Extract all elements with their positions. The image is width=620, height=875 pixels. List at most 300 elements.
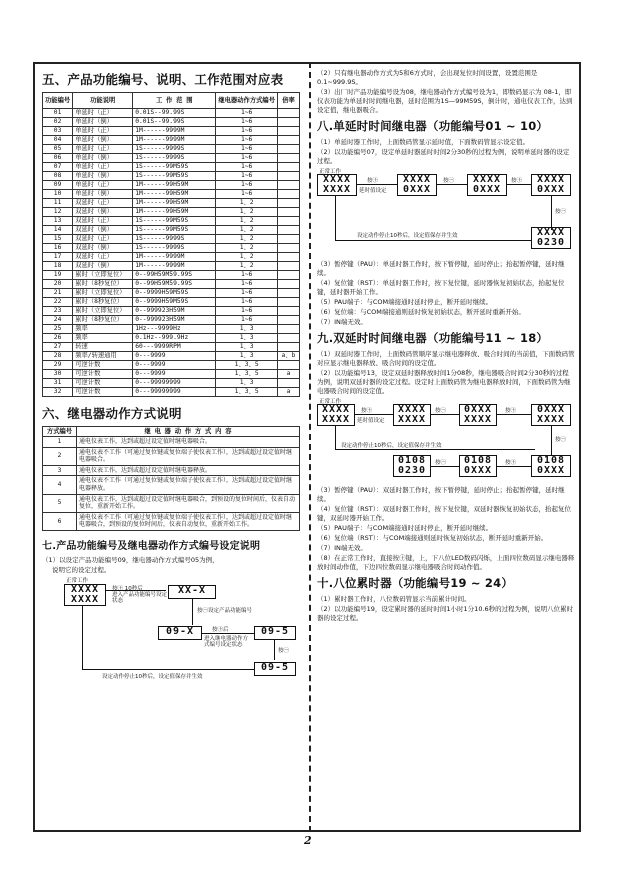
table-cell: 单延时（倒） bbox=[73, 136, 133, 145]
table-cell: 1~6 bbox=[216, 316, 278, 325]
digit: 0XXX bbox=[536, 184, 566, 195]
list-item: （4）复位键（RST）：单延时器工作时，按下复位键，延时器恢复初始状态，抬起复位键，延时器开始工作。 bbox=[317, 279, 565, 296]
table-cell bbox=[278, 280, 300, 289]
table-cell: 1M------9999M bbox=[133, 262, 216, 271]
table-cell: 1~6 bbox=[216, 109, 278, 118]
table-row bbox=[43, 244, 300, 253]
table-cell bbox=[278, 325, 300, 334]
label: 正常工作 bbox=[319, 399, 342, 405]
table-cell: 单延时（正） bbox=[73, 163, 133, 172]
table-cell bbox=[278, 271, 300, 280]
table-cell: 3 bbox=[43, 465, 77, 476]
page-number: 2 bbox=[304, 834, 312, 847]
label: 延时值设定 bbox=[359, 188, 387, 194]
digit: 0XXX bbox=[463, 465, 493, 476]
s9-items bbox=[317, 350, 575, 396]
col-header: 方式编号 bbox=[43, 427, 77, 437]
table-cell: 1S------99M59S bbox=[133, 163, 216, 172]
para: （2）以功能编号07，设定单延时器延时时间2分30秒的过程为例，说明单延时器的设定过程。 bbox=[317, 148, 570, 165]
table-cell: 0---9999 bbox=[133, 361, 216, 370]
label: 延时值设定 bbox=[357, 418, 385, 424]
s7-para: 说明它的设定过程。 bbox=[52, 565, 111, 574]
connector bbox=[82, 606, 83, 669]
table-cell: 1~6 bbox=[216, 271, 278, 280]
table-cell bbox=[278, 136, 300, 145]
table-row bbox=[43, 109, 300, 118]
table-row bbox=[43, 235, 300, 244]
table-cell bbox=[278, 118, 300, 127]
digit: XXXX bbox=[536, 174, 566, 185]
display-box bbox=[317, 404, 355, 426]
table-row bbox=[43, 154, 300, 163]
table-row bbox=[43, 370, 300, 379]
display-box bbox=[397, 174, 437, 196]
digit: XXXX bbox=[472, 174, 502, 185]
list-item: （1）双延时器工作时，上面数码管顺序显示继电器释放、吸合时间的当前值，下面数码管对应显示继电器释放、吸合时间的设定值。 bbox=[317, 350, 575, 367]
label: 进入产品功能编号设定状态 bbox=[112, 591, 168, 604]
table-cell: 通电仪表不工作（可通过复位键或复位端子使仪表工作），达到或超过设定值时继电器吸合。 bbox=[77, 447, 300, 465]
table-cell bbox=[278, 262, 300, 271]
table-row bbox=[43, 447, 300, 465]
table-cell: 26 bbox=[43, 334, 73, 343]
table-cell bbox=[278, 199, 300, 208]
table-cell: 通电仪表工作，达到或超过设定值时继电器吸合，到预设的复位时间后，仪表自动复位，重新开始工作。 bbox=[77, 494, 300, 512]
digit: XXXX bbox=[322, 174, 352, 185]
table-cell: 累时（8秒复位） bbox=[73, 280, 133, 289]
table-cell bbox=[278, 163, 300, 172]
table-cell: 30 bbox=[43, 370, 73, 379]
digit: XXXX bbox=[536, 227, 566, 238]
table-cell: 1、2 bbox=[216, 262, 278, 271]
right-column bbox=[317, 68, 575, 624]
table-cell: 13 bbox=[43, 217, 73, 226]
list-item: （7）IN端无效。 bbox=[317, 544, 367, 552]
table-cell bbox=[278, 307, 300, 316]
table-row bbox=[43, 145, 300, 154]
table-row bbox=[43, 136, 300, 145]
col-header: 继电器动作方式编号 bbox=[216, 93, 278, 109]
table-cell: 5 bbox=[43, 494, 77, 512]
table-cell: 频率/转速通用 bbox=[73, 352, 133, 361]
table-cell: 1S------9999S bbox=[133, 145, 216, 154]
table-cell: 单延时（倒） bbox=[73, 172, 133, 181]
label: 按㊀ bbox=[555, 209, 567, 215]
table-row bbox=[43, 172, 300, 181]
table-row bbox=[43, 271, 300, 280]
label: 按㊉后 bbox=[212, 626, 229, 633]
table-cell: 1、3 bbox=[216, 334, 278, 343]
table-cell: 17 bbox=[43, 253, 73, 262]
table-cell bbox=[278, 154, 300, 163]
table-cell: 0---99999999 bbox=[133, 379, 216, 388]
table-cell bbox=[278, 361, 300, 370]
table-row bbox=[43, 127, 300, 136]
list-item: （1）累时器工作时，八位数码管显示当前累计时间。 bbox=[317, 595, 471, 603]
table-cell bbox=[278, 181, 300, 190]
table-cell: 0.1Hz--999.9Hz bbox=[133, 334, 216, 343]
table-cell bbox=[278, 109, 300, 118]
table-cell: 单延时（正） bbox=[73, 127, 133, 136]
table-row bbox=[43, 465, 300, 476]
table-cell: 双延时（正） bbox=[73, 253, 133, 262]
label: 进入继电器动作方式编号设定状态 bbox=[204, 635, 249, 648]
table-cell: 双延时（倒） bbox=[73, 262, 133, 271]
table-cell: 转速 bbox=[73, 343, 133, 352]
connector bbox=[335, 240, 531, 241]
digit: XXXX bbox=[321, 414, 351, 425]
section6-title: 六、继电器动作方式说明 bbox=[42, 406, 182, 421]
table-cell: 累时（立即复位） bbox=[73, 271, 133, 280]
table-cell: 双延时（倒） bbox=[73, 208, 133, 217]
table-cell bbox=[278, 172, 300, 181]
digit: 0XXX bbox=[536, 465, 566, 476]
digit: XXXX bbox=[402, 174, 432, 185]
connector bbox=[551, 196, 552, 230]
table-cell: 0.01S--99.99S bbox=[133, 109, 216, 118]
s7-para: （1）以设定产品功能编号09，继电器动作方式编号05为例， bbox=[42, 555, 219, 564]
table-cell: 1、2 bbox=[216, 226, 278, 235]
table-row bbox=[43, 208, 300, 217]
label: 按㊀ bbox=[435, 460, 447, 466]
table-cell: 累时（8秒复位） bbox=[73, 298, 133, 307]
connector bbox=[497, 414, 531, 415]
list-item: （5）PAU端子：与COM端接通时延时停止，断开延时继续。 bbox=[317, 524, 493, 532]
col-header: 功能说明 bbox=[73, 93, 133, 109]
table-cell bbox=[278, 217, 300, 226]
table-row bbox=[43, 307, 300, 316]
table-cell: 双延时（倒） bbox=[73, 244, 133, 253]
display-box bbox=[459, 404, 497, 426]
s8-items bbox=[317, 260, 575, 327]
table-cell: 1~6 bbox=[216, 307, 278, 316]
table-cell: 6 bbox=[43, 512, 77, 530]
table-cell: 双延时（正） bbox=[73, 217, 133, 226]
table-cell: 1~6 bbox=[216, 280, 278, 289]
table-cell: 单延时（倒） bbox=[73, 190, 133, 199]
table-cell: 单延时（倒） bbox=[73, 118, 133, 127]
label: 按㊉ bbox=[505, 460, 517, 466]
connector bbox=[82, 669, 254, 670]
display-box bbox=[531, 455, 571, 477]
table-row bbox=[43, 217, 300, 226]
table-cell: a bbox=[278, 388, 300, 397]
column-divider bbox=[309, 62, 311, 832]
section7-title: 七.产品功能编号及继电器动作方式编号设定说明 bbox=[42, 540, 261, 552]
table-cell: 14 bbox=[43, 226, 73, 235]
table-row bbox=[43, 388, 300, 397]
table-cell: 1~6 bbox=[216, 298, 278, 307]
table-cell: 1S------9999S bbox=[133, 154, 216, 163]
table-row bbox=[43, 352, 300, 361]
table-cell: 16 bbox=[43, 244, 73, 253]
table-cell: 1M------99H59M bbox=[133, 190, 216, 199]
s10-items bbox=[317, 595, 575, 623]
table-cell: 28 bbox=[43, 352, 73, 361]
table-cell: 03 bbox=[43, 127, 73, 136]
table-cell: 双延时（正） bbox=[73, 199, 133, 208]
left-column bbox=[42, 68, 300, 696]
col-header: 倍率 bbox=[278, 93, 300, 109]
table-cell: 0.01S--99.99S bbox=[133, 118, 216, 127]
s7-diagram bbox=[42, 576, 300, 696]
digit: XXXX bbox=[321, 404, 351, 415]
table-cell: 2 bbox=[43, 447, 77, 465]
table-cell: 1、3 bbox=[216, 325, 278, 334]
table-cell: 通电仪表工作，达到或超过设定值时继电器吸合。 bbox=[77, 437, 300, 448]
display-box: 09-X bbox=[158, 626, 202, 640]
connector bbox=[431, 414, 459, 415]
table-cell: 单延时（正） bbox=[73, 109, 133, 118]
table-cell bbox=[278, 145, 300, 154]
label: 设定动作停止10秒后，设定值保存并生效 bbox=[357, 233, 458, 239]
table-cell: 可逆计数 bbox=[73, 370, 133, 379]
list-item: （5）PAU端子：与COM端接通时延时停止，断开延时继续。 bbox=[317, 298, 493, 306]
connector bbox=[202, 633, 254, 634]
display-box bbox=[459, 455, 497, 477]
table-cell: 0---9999 bbox=[133, 352, 216, 361]
table-row bbox=[43, 437, 300, 448]
digit: 0108 bbox=[536, 455, 566, 466]
table-cell: 可逆计数 bbox=[73, 361, 133, 370]
connector bbox=[507, 184, 531, 185]
table-cell: 通电仪表不工作（可通过复位键或复位端子使仪表工作），达到或超过设定值时继电器释放。 bbox=[77, 476, 300, 494]
display-box bbox=[393, 455, 431, 477]
table-row bbox=[43, 163, 300, 172]
table-cell: 21 bbox=[43, 289, 73, 298]
table-row bbox=[43, 190, 300, 199]
display-box bbox=[531, 227, 571, 249]
table-cell: 1Hz---9999Hz bbox=[133, 325, 216, 334]
table-cell: 累时（立即复位） bbox=[73, 307, 133, 316]
connector bbox=[357, 184, 397, 185]
display-box bbox=[317, 174, 357, 196]
table-cell: 1、2 bbox=[216, 244, 278, 253]
table-cell: 20 bbox=[43, 280, 73, 289]
table-cell: 06 bbox=[43, 154, 73, 163]
connector bbox=[106, 590, 166, 591]
table-cell: 0--99H59M59.99S bbox=[133, 271, 216, 280]
table-cell: 1~6 bbox=[216, 190, 278, 199]
table-row bbox=[43, 118, 300, 127]
table-cell bbox=[278, 334, 300, 343]
table-cell: 1 bbox=[43, 437, 77, 448]
list-item: （4）复位键（RST）：双延时器工作时，按下复位键，双延时器恢复初始状态，抬起复位键，双延时器开始工作。 bbox=[317, 505, 571, 522]
table-cell: 0--999923H59M bbox=[133, 307, 216, 316]
table-row bbox=[43, 334, 300, 343]
table-cell: 1M------99H59M bbox=[133, 199, 216, 208]
table-cell: 通电仪表工作，达到或超过设定值时继电器释放。 bbox=[77, 465, 300, 476]
digit: 0108 bbox=[397, 455, 427, 466]
connector bbox=[355, 414, 393, 415]
table-cell: 60---9999RPM bbox=[133, 343, 216, 352]
table-cell: 12 bbox=[43, 208, 73, 217]
table-row bbox=[43, 181, 300, 190]
table-cell bbox=[278, 253, 300, 262]
connector bbox=[274, 640, 275, 660]
table-row bbox=[43, 199, 300, 208]
display-box bbox=[64, 584, 106, 606]
list-item: （2）以功能编号19，设定累时器的延时时间1小时1分10.6秒的过程为例，说明八位累时器的设定过程。 bbox=[317, 605, 574, 622]
list-item: （3）暂停键（PAU）：双延时器工作时，按下暂停键，延时停止；抬起暂停键，延时继续。 bbox=[317, 486, 565, 503]
table-cell: 25 bbox=[43, 325, 73, 334]
table-cell: 04 bbox=[43, 136, 73, 145]
table-cell: 1M------9999M bbox=[133, 253, 216, 262]
table-cell: 频率 bbox=[73, 334, 133, 343]
table-cell: 1、2 bbox=[216, 253, 278, 262]
connector bbox=[335, 449, 535, 450]
label: 按㊀ bbox=[443, 178, 455, 184]
table-row bbox=[43, 325, 300, 334]
relay-mode-table bbox=[42, 426, 300, 531]
table-cell: 1、2 bbox=[216, 235, 278, 244]
list-item: （6）复位端（RST）：与COM端接通则延时恢复初始状态，断开延时重新开始。 bbox=[317, 534, 548, 542]
connector bbox=[192, 599, 193, 625]
display-box: XX-X bbox=[168, 585, 216, 599]
table-cell: 可逆计数 bbox=[73, 388, 133, 397]
list-item: （8）在正常工作时，直接按㊉键，上，下八位LED数码闪烁，上面四位数码显示继电器释放时间动作值，下边四位数码显示继电器吸合时间动作值。 bbox=[317, 554, 575, 571]
list-item: （2）以功能编号13，设定双延时器释放时间1分08秒，继电器吸合时间2分30秒的过程为例，说明双延时器的设定过程。设定时上面数码管为继电器释放时间，下面数码管为继电器吸合时间的设定值。 bbox=[317, 369, 571, 395]
label: 正常工作 bbox=[66, 577, 89, 584]
table-cell: 18 bbox=[43, 262, 73, 271]
digit: 0108 bbox=[463, 455, 493, 466]
digit: 0XXX bbox=[463, 404, 493, 415]
table-cell: 11 bbox=[43, 199, 73, 208]
digit: 0230 bbox=[397, 465, 427, 476]
table-cell: 24 bbox=[43, 316, 73, 325]
table-cell: 19 bbox=[43, 271, 73, 280]
display-box: 09-5 bbox=[254, 626, 296, 640]
label: 按㊉ bbox=[505, 408, 517, 414]
table-row bbox=[43, 226, 300, 235]
s9-diagram bbox=[317, 397, 575, 485]
table-cell bbox=[278, 190, 300, 199]
table-cell bbox=[278, 244, 300, 253]
label: 按㊀ bbox=[278, 647, 290, 654]
table-cell: 累时（立即复位） bbox=[73, 289, 133, 298]
table-cell bbox=[278, 379, 300, 388]
table-row bbox=[43, 262, 300, 271]
table-cell bbox=[278, 343, 300, 352]
section10-title: 十.八位累时器（功能编号19 ~ 24） bbox=[317, 576, 514, 590]
table-cell: 22 bbox=[43, 298, 73, 307]
table-cell: 4 bbox=[43, 476, 77, 494]
table-cell: 1、2 bbox=[216, 217, 278, 226]
table-cell: 1M------99H59M bbox=[133, 181, 216, 190]
digit: XXXX bbox=[70, 583, 100, 595]
table-cell: 单延时（正） bbox=[73, 145, 133, 154]
table-cell: 1~6 bbox=[216, 127, 278, 136]
table-cell: 29 bbox=[43, 361, 73, 370]
table-cell: 双延时（正） bbox=[73, 235, 133, 244]
label: 设定动作停止10秒后，设定值保存并生效 bbox=[102, 673, 203, 680]
table-row bbox=[43, 280, 300, 289]
table-cell: 0--999923H59M bbox=[133, 316, 216, 325]
table-cell: 1~6 bbox=[216, 181, 278, 190]
connector bbox=[431, 466, 459, 467]
label: 按㊉ bbox=[367, 178, 379, 184]
table-cell: 1S------9999S bbox=[133, 244, 216, 253]
digit: XXXX bbox=[536, 414, 566, 425]
section5-title: 五、产品功能编号、说明、工作范围对应表 bbox=[42, 72, 284, 87]
connector bbox=[335, 196, 336, 240]
table-cell: 1、2 bbox=[216, 208, 278, 217]
table-row bbox=[43, 298, 300, 307]
display-box bbox=[393, 404, 431, 426]
digit: XXXX bbox=[463, 414, 493, 425]
label: 按㊀ bbox=[435, 408, 447, 414]
digit: XXXX bbox=[397, 404, 427, 415]
table-row bbox=[43, 361, 300, 370]
label: 设定动作停止10秒后，设定值保存并生效 bbox=[341, 443, 442, 449]
label: 按㊉ bbox=[511, 178, 523, 184]
table-cell: 1~6 bbox=[216, 136, 278, 145]
table-cell bbox=[278, 208, 300, 217]
digit: XXXX bbox=[70, 593, 100, 605]
table-cell: 1、3、5 bbox=[216, 361, 278, 370]
digit: XXXX bbox=[397, 414, 427, 425]
table-cell: 频率 bbox=[73, 325, 133, 334]
table-cell: 0--99H59M59.99S bbox=[133, 280, 216, 289]
para: （2）只有继电器动作方式为5和6方式时，会出现复位时间设置，设置范围是0.1~999.9S。 bbox=[317, 69, 538, 86]
label: 按㊉ 10秒后 bbox=[112, 585, 143, 592]
table-cell: 1M------9999M bbox=[133, 127, 216, 136]
table-cell: 23 bbox=[43, 307, 73, 316]
table-row bbox=[43, 289, 300, 298]
list-item: （7）IN端无效。 bbox=[317, 318, 367, 326]
table-cell: 0--9999H59M59S bbox=[133, 298, 216, 307]
table-cell: 1、3 bbox=[216, 343, 278, 352]
table-row bbox=[43, 512, 300, 530]
table-cell: 0---9999 bbox=[133, 370, 216, 379]
table-cell: 02 bbox=[43, 118, 73, 127]
digit: 0XXX bbox=[472, 184, 502, 195]
table-cell: a、b bbox=[278, 352, 300, 361]
table-cell: 1~6 bbox=[216, 172, 278, 181]
table-cell: 可逆计数 bbox=[73, 379, 133, 388]
table-cell: 双延时（倒） bbox=[73, 226, 133, 235]
list-item: （6）复位端：与COM端接通则延时恢复初始状态，断开延时重新开始。 bbox=[317, 308, 525, 316]
table-cell: 1、3、5 bbox=[216, 370, 278, 379]
s8-diagram bbox=[317, 167, 575, 259]
connector bbox=[335, 426, 336, 449]
table-cell: 1S------9999S bbox=[133, 235, 216, 244]
digit: 0XXX bbox=[536, 404, 566, 415]
para: （1）单延时器工作时，上面数码管显示延时值，下面数码管显示设定值。 bbox=[317, 138, 530, 146]
table-cell: 10 bbox=[43, 190, 73, 199]
table-cell: 1M------9999M bbox=[133, 136, 216, 145]
table-row bbox=[43, 343, 300, 352]
table-row bbox=[43, 316, 300, 325]
table-cell: 通电仪表不工作（可通过复位键或复位端子使仪表工作），达到或超过设定值时继电器吸合，到预设的复位时间后，仪表自动复位，重新开始工作。 bbox=[77, 512, 300, 530]
table-cell: 累时（8秒复位） bbox=[73, 316, 133, 325]
label: 正常工作 bbox=[319, 169, 342, 175]
table-cell: 1~6 bbox=[216, 145, 278, 154]
table-cell: 01 bbox=[43, 109, 73, 118]
table-cell: 1、3 bbox=[216, 352, 278, 361]
table-cell: a bbox=[278, 370, 300, 379]
table-row bbox=[43, 476, 300, 494]
display-box bbox=[531, 174, 571, 196]
table-cell bbox=[278, 226, 300, 235]
s9-items-2 bbox=[317, 486, 575, 572]
table-row bbox=[43, 253, 300, 262]
display-box: 09-5 bbox=[254, 662, 296, 676]
connector bbox=[437, 184, 467, 185]
table-cell: 31 bbox=[43, 379, 73, 388]
table-cell: 0--9999H59M59S bbox=[133, 289, 216, 298]
display-box bbox=[531, 404, 571, 426]
function-table bbox=[42, 92, 300, 397]
